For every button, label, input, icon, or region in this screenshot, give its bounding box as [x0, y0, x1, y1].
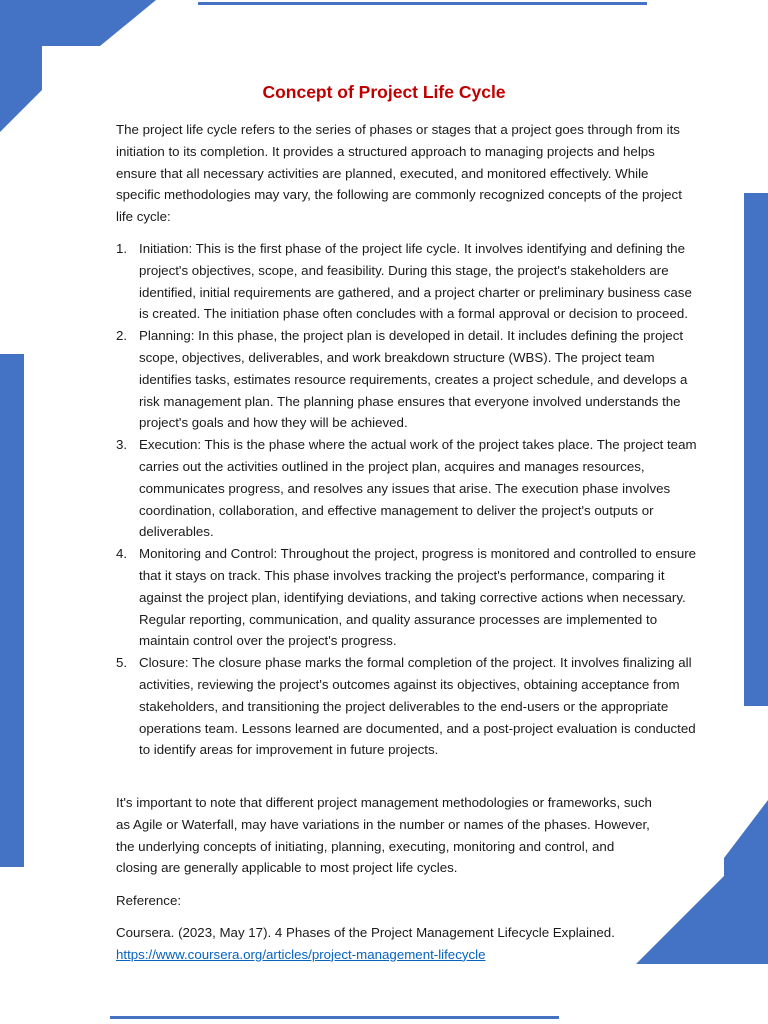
list-item-text: Initiation: This is the first phase of the project life cycle. It involves identifying and defining the project's objectives, scope, and feasibility. During this stage, the project's stakeholders are identified, initial requirements are gathered, and a project charter or preliminary business case is created. The initiation phase often concludes with a formal approval or decision to proceed. [139, 241, 692, 322]
top-left-corner-shape [0, 0, 156, 132]
list-item [116, 325, 700, 434]
list-number: 3. [116, 437, 128, 453]
list-item [116, 652, 700, 761]
right-side-bar [744, 193, 768, 706]
reference-heading: Reference: [116, 893, 182, 908]
list-item [116, 238, 700, 325]
list-number: 2. [116, 328, 128, 344]
list-item [116, 434, 700, 543]
reference-citation [116, 922, 676, 966]
left-side-bar [0, 354, 24, 867]
top-rule-line [198, 2, 647, 5]
page-title: Concept of Project Life Cycle [262, 82, 506, 102]
list-item-text: Planning: In this phase, the project plan is developed in detail. It includes defining the project scope, objectives, deliverables, and work breakdown structure (WBS). The project team identifies tasks, estimates resource requirements, creates a project schedule, and develops a risk management plan. The planning phase ensures that everyone involved understands the project's goals and how they will be achieved. [139, 328, 688, 431]
phase-list [116, 238, 700, 761]
list-number: 4. [116, 546, 128, 562]
list-item [116, 543, 700, 652]
intro-paragraph: The project life cycle refers to the series of phases or stages that a project goes through from its initiation to its completion. It provides a structured approach to managing projects and helps ensure that all necessary activities are planned, executed, and monitored effectively. While specific methodologies may vary, the following are commonly recognized concepts of the project life cycle: [116, 122, 682, 225]
list-number: 5. [116, 655, 128, 671]
list-item-text: Monitoring and Control: Throughout the project, progress is monitored and controlled to ensure that it stays on track. This phase involves tracking the project's performance, comparing it against the project plan, identifying deviations, and taking corrective actions when necessary. Regular reporting, communication, and quality assurance processes are implemented to maintain control over the project's progress. [139, 546, 697, 649]
list-item-text: Closure: The closure phase marks the formal completion of the project. It involves finalizing all activities, reviewing the project's outcomes against its objectives, obtaining acceptance from stakeholders, and transitioning the project deliverables to the end-users or the appropriate operations team. Lessons learned are documented, and a post-project evaluation is conducted to identify areas for improvement in future projects. [139, 655, 696, 758]
bottom-rule-line [110, 1016, 559, 1019]
closing-paragraph: It's important to note that different project management methodologies or frameworks, such as Agile or Waterfall, may have variations in the number or names of the phases. However, the underlying concepts of initiating, planning, executing, monitoring and control, and closing are generally applicable to most project life cycles. [116, 795, 652, 876]
citation-text: Coursera. (2023, May 17). 4 Phases of the Project Management Lifecycle Explained. [116, 925, 615, 940]
reference-link[interactable]: https://www.coursera.org/articles/project-management-lifecycle [116, 946, 486, 962]
list-item-text: Execution: This is the phase where the actual work of the project takes place. The project team carries out the activities outlined in the project plan, acquires and manages resources, communicates progress, and resolves any issues that arise. The execution phase involves coordination, collaboration, and effective management to deliver the project's outputs or deliverables. [139, 437, 697, 540]
list-number: 1. [116, 241, 128, 256]
